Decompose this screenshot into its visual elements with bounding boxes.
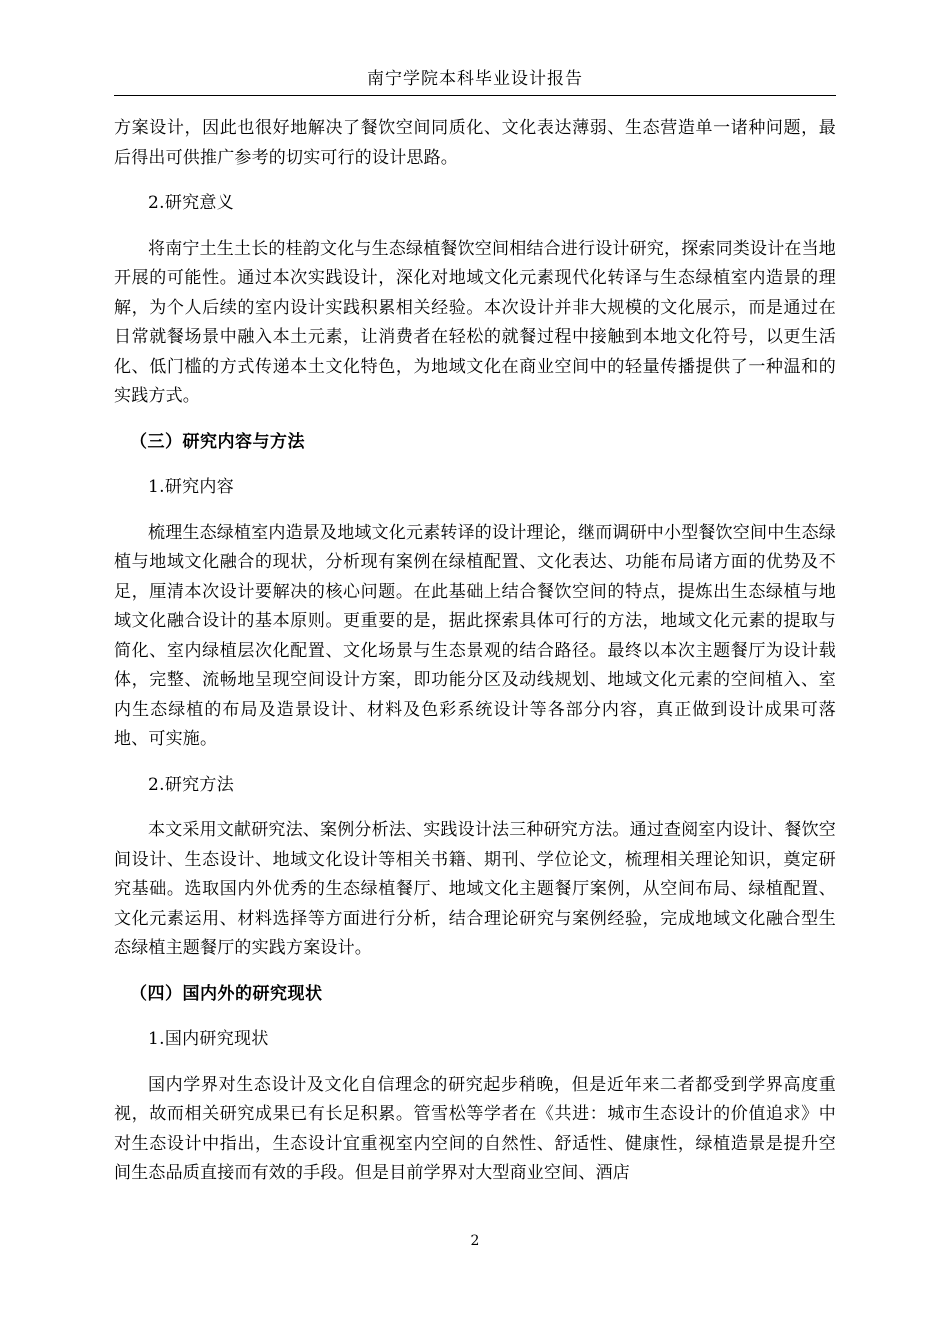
domestic-status-paragraph: 国内学界对生态设计及文化自信理念的研究起步稍晚，但是近年来二者都受到学界高度重视，故而相关研究成果已有长足积累。管雪松等学者在《共进：城市生态设计的价值追求》中对生态设计中指出，生态设计宜重视室内空间的自然性、舒适性、健康性，绿植造景是提升空间生态品质直接而有效的手段。但是目前学界对大型商业空间、酒店 xyxy=(114,1074,836,1183)
page-number: 2 xyxy=(470,1233,480,1249)
research-method-paragraph: 本文采用文献研究法、案例分析法、实践设计法三种研究方法。通过查阅室内设计、餐饮空间设计、生态设计、地域文化设计等相关书籍、期刊、学位论文，梳理相关理论知识，奠定研究基础。选取国内外优秀的生态绿植餐厅、地域文化主题餐厅案例，从空间布局、绿植配置、文化元素运用、材料选择等方面进行分析，结合理论研究与案例经验，完成地域文化融合型生态绿植主题餐厅的实践方案设计。 xyxy=(114,820,836,958)
page-header-title: 南宁学院本科毕业设计报告 xyxy=(367,69,583,89)
section-heading-content-method: （三）研究内容与方法 xyxy=(130,431,305,452)
subheading-domestic-status: 1.国内研究现状 xyxy=(148,1029,269,1049)
header-rule xyxy=(114,95,836,96)
significance-paragraph: 将南宁土生土长的桂韵文化与生态绿植餐饮空间相结合进行设计研究，探索同类设计在当地开展的可能性。通过本次实践设计，深化对地域文化元素现代化转译与生态绿植室内造景的理解，为个人后续的室内设计实践积累相关经验。本次设计并非大规模的文化展示，而是通过在日常就餐场景中融入本土元素，让消费者在轻松的就餐过程中接触到本地文化符号，以更生活化、低门槛的方式传递本土文化特色，为地域文化在商业空间中的轻量传播提供了一种温和的实践方式。 xyxy=(114,238,836,406)
intro-continuation-paragraph: 方案设计，因此也很好地解决了餐饮空间同质化、文化表达薄弱、生态营造单一诸种问题，最后得出可供推广参考的切实可行的设计思路。 xyxy=(114,118,836,168)
subheading-significance: 2.研究意义 xyxy=(148,193,235,213)
subheading-research-content: 1.研究内容 xyxy=(148,477,235,497)
document-body xyxy=(114,114,836,1189)
subheading-research-method: 2.研究方法 xyxy=(148,774,235,795)
section-heading-research-status: （四）国内外的研究现状 xyxy=(130,983,323,1004)
research-content-paragraph: 梳理生态绿植室内造景及地域文化元素转译的设计理论，继而调研中小型餐饮空间中生态绿植与地域文化融合的现状，分析现有案例在绿植配置、文化表达、功能布局诸方面的优势及不足，厘清本次设计要解决的核心问题。在此基础上结合餐饮空间的特点，提炼出生态绿植与地域文化融合设计的基本原则。更重要的是，据此探索具体可行的方法，地域文化元素的提取与简化、室内绿植层次化配置、文化场景与生态景观的结合路径。最终以本次主题餐厅为设计载体，完整、流畅地呈现空间设计方案，即功能分区及动线规划、地域文化元素的空间植入、室内生态绿植的布局及造景设计、材料及色彩系统设计等各部分内容，真正做到设计成果可落地、可实施。 xyxy=(114,522,836,749)
